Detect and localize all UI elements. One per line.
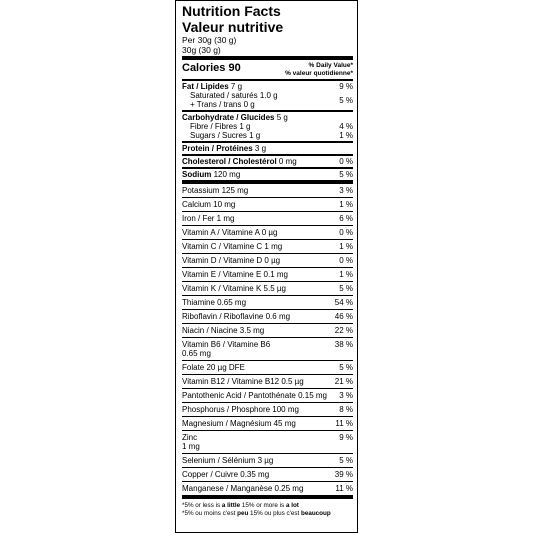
divider-medium (182, 154, 353, 156)
nutrient-row (182, 184, 353, 197)
nutrient-pct: 11 % (335, 484, 353, 493)
footnote (182, 500, 353, 518)
sodium-row (182, 170, 353, 179)
nutrient-row (182, 337, 353, 360)
footnote-french: *5% ou moins c'est peu 15% ou plus c'est beaucoup (182, 510, 331, 517)
serving-size-1: Per 30g (30 g) (182, 35, 237, 45)
nutrient-name: Phosphorus / Phosphore 100 mg (182, 405, 299, 414)
nutrient-row (182, 430, 353, 453)
divider-medium (182, 167, 353, 169)
nutrient-pct: 3 % (339, 391, 353, 400)
nutrient-name: Riboflavin / Riboflavine 0.6 mg (182, 312, 291, 321)
sugars-pct: 1 % (339, 131, 353, 140)
sugars-label: Sugars / Sucres 1 g (190, 131, 261, 140)
cholesterol-amount: 0 mg (278, 157, 297, 166)
daily-value-fr: % valeur quotidienne* (285, 70, 353, 77)
nutrient-pct: 39 % (334, 470, 353, 479)
nutrient-pct: 1 % (339, 270, 353, 279)
nutrient-name: Vitamin D / Vitamine D 0 µg (182, 256, 281, 265)
footnote-english: *5% or less is a little 15% or more is a lot (182, 502, 299, 509)
vitamin-mineral-list (182, 184, 353, 495)
nutrient-row (182, 388, 353, 402)
nutrient-name: Selenium / Sélénium 3 µg (182, 456, 274, 465)
nutrient-pct: 38 % (334, 340, 353, 349)
nutrient-pct: 22 % (334, 326, 353, 335)
nutrient-row (182, 481, 353, 495)
fat-amount: 7 g (230, 82, 243, 91)
nutrient-pct: 5 % (339, 456, 353, 465)
nutrient-row (182, 453, 353, 467)
divider-medium (182, 79, 353, 81)
sodium-label: Sodium (182, 170, 212, 179)
nutrient-pct: 0 % (339, 228, 353, 237)
nutrient-name: Magnesium / Magnésium 45 mg (182, 419, 296, 428)
nutrient-row (182, 323, 353, 337)
nutrient-pct: 8 % (339, 405, 353, 414)
divider-thick (182, 56, 353, 60)
nutrition-facts-label (175, 0, 358, 533)
nutrient-name: Niacin / Niacine 3.5 mg (182, 326, 265, 335)
nutrient-name: Copper / Cuivre 0.35 mg (182, 470, 270, 479)
nutrient-pct: 54 % (334, 298, 353, 307)
nutrient-row (182, 374, 353, 388)
calories-value: Calories 90 (182, 62, 241, 74)
cholesterol-pct: 0 % (339, 157, 353, 166)
title-english: Nutrition Facts (182, 3, 281, 19)
divider-medium (182, 110, 353, 112)
nutrient-pct: 11 % (335, 419, 353, 428)
nutrient-name: Manganese / Manganèse 0.25 mg (182, 484, 304, 493)
nutrient-pct: 1 % (339, 200, 353, 209)
sugars-row (182, 131, 353, 140)
nutrient-row (182, 295, 353, 309)
divider-thick (182, 495, 353, 499)
daily-value-en: % Daily Value* (308, 62, 353, 69)
calories-row (182, 61, 353, 78)
nutrient-pct: 0 % (339, 256, 353, 265)
trans-row: + Trans / trans 0 g (190, 100, 255, 109)
sat-trans-block (182, 91, 353, 109)
divider-medium (182, 141, 353, 143)
nutrient-pct: 5 % (339, 284, 353, 293)
fat-pct: 9 % (339, 82, 353, 91)
nutrient-row (182, 197, 353, 211)
nutrient-name: Calcium 10 mg (182, 200, 236, 209)
nutrient-name: Vitamin B6 / Vitamine B6 0.65 mg (182, 340, 271, 358)
nutrient-row (182, 239, 353, 253)
fibre-row (182, 122, 353, 131)
nutrient-name: Vitamin A / Vitamine A 0 µg (182, 228, 278, 237)
nutrient-pct: 6 % (339, 214, 353, 223)
nutrient-name: Vitamin E / Vitamine E 0.1 mg (182, 270, 288, 279)
fat-label: Fat / Lipides (182, 82, 229, 91)
nutrient-row (182, 402, 353, 416)
daily-value-header (285, 62, 353, 78)
nutrient-name: Pantothenic Acid / Pantothénate 0.15 mg (182, 391, 327, 400)
nutrient-pct: 3 % (339, 186, 353, 195)
sodium-amount: 120 mg (213, 170, 241, 179)
fibre-pct: 4 % (339, 122, 353, 131)
protein-amount: 3 g (254, 144, 267, 153)
sat-trans-pct: 5 % (339, 95, 353, 105)
sodium-pct: 5 % (339, 170, 353, 179)
protein-row (182, 144, 353, 153)
nutrient-name: Thiamine 0.65 mg (182, 298, 247, 307)
nutrient-row (182, 281, 353, 295)
nutrient-name: Vitamin B12 / Vitamine B12 0.5 µg (182, 377, 304, 386)
nutrient-pct: 1 % (339, 242, 353, 251)
nutrient-row (182, 416, 353, 430)
nutrient-row (182, 467, 353, 481)
nutrient-pct: 9 % (339, 433, 353, 442)
nutrient-name: Potassium 125 mg (182, 186, 249, 195)
protein-label: Protein / Protéines (182, 144, 253, 153)
nutrient-row (182, 225, 353, 239)
nutrient-row (182, 309, 353, 323)
nutrient-row (182, 267, 353, 281)
nutrient-row (182, 211, 353, 225)
nutrient-pct: 46 % (334, 312, 353, 321)
serving-size-2: 30g (30 g) (182, 45, 221, 55)
carbohydrate-label: Carbohydrate / Glucides (182, 113, 275, 122)
cholesterol-row (182, 157, 353, 166)
carbohydrate-row (182, 113, 353, 122)
nutrient-name: Vitamin K / Vitamine K 5.5 µg (182, 284, 286, 293)
nutrient-row (182, 360, 353, 374)
title-french: Valeur nutritive (182, 19, 284, 35)
nutrient-name: Folate 20 µg DFE (182, 363, 245, 372)
nutrient-pct: 5 % (339, 363, 353, 372)
nutrient-name: Iron / Fer 1 mg (182, 214, 235, 223)
nutrient-pct: 21 % (334, 377, 353, 386)
nutrient-row (182, 253, 353, 267)
fibre-label: Fibre / Fibres 1 g (190, 122, 251, 131)
saturated-row: Saturated / saturés 1.0 g (190, 91, 278, 100)
carbohydrate-amount: 5 g (276, 113, 288, 122)
nutrient-name: Vitamin C / Vitamine C 1 mg (182, 242, 283, 251)
nutrient-name: Zinc 1 mg (182, 433, 200, 451)
fat-row (182, 82, 353, 91)
cholesterol-label: Cholesterol / Cholestérol (182, 157, 277, 166)
